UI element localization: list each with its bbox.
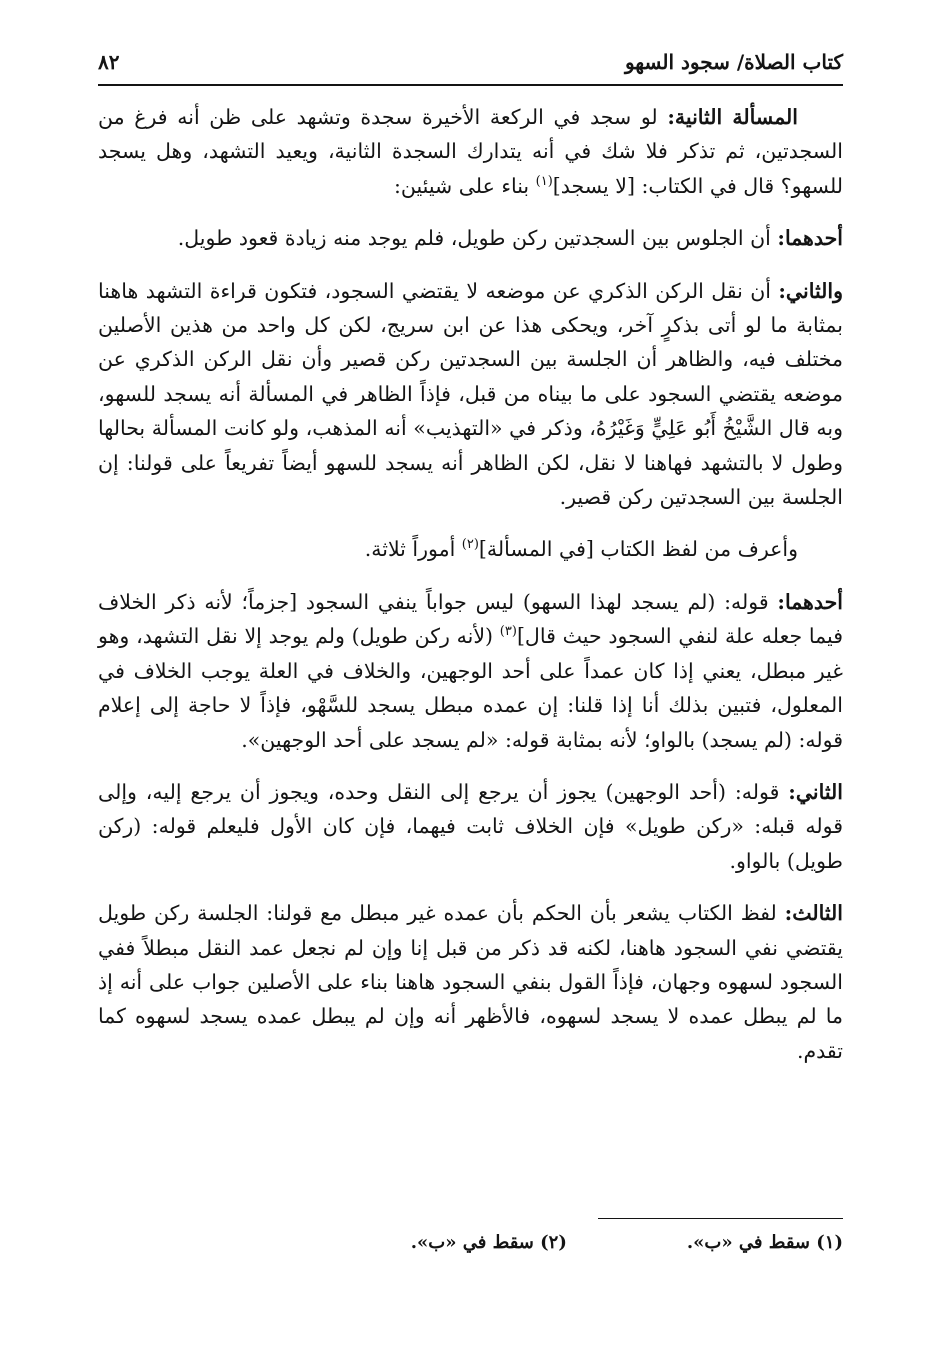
footnote-2: (٢) سقط في «ب». (410, 1232, 567, 1253)
paragraph-lead: الثاني: (788, 779, 843, 804)
paragraph-lead: أحدهما: (777, 226, 843, 251)
paragraph-lead: الثالث: (784, 901, 843, 926)
page-header (98, 42, 843, 82)
paragraph-first-point (98, 221, 843, 255)
header-rule (98, 84, 843, 86)
paragraph-three-matters (98, 532, 843, 566)
paragraph-text: أن الجلوس بين السجدتين ركن طويل، فلم يوجد منه زيادة قعود طويل. (177, 226, 778, 251)
page-number: ٨٢ (98, 50, 120, 74)
paragraph-second-issue (98, 100, 843, 203)
paragraph-text: (لأنه ركن طويل) ولم يوجد إلا نقل التشهد، وهو غير مبطل، يعني إذا كان عمداً على أحد الوجهين، والخلاف في العلة يوجب الخلاف في المعلول، فتبين بذلك أنا إذا قلنا: إن عمده مبطل يسجد للسَّهْو، فإذاً لا حاجة إلى إعلام قوله: (لم يسجد) بالواو؛ لأنه بمثابة قوله: «لم يسجد على أحد الوجهين». (98, 624, 843, 752)
paragraph-text: قوله: (أحد الوجهين) يجوز أن يرجع إلى النقل وحده، ويجوز أن يرجع إليه، وإلى قوله قبله: «ركن طويل» فإن الخلاف ثابت فيهما، فإن كان الأول فليعلم قوله: (ركن طويل) بالواو. (98, 779, 843, 873)
footnote-ref: (١) (535, 173, 553, 189)
footnote-1: (١) سقط في «ب». (686, 1232, 843, 1253)
paragraph-lead: والثاني: (778, 278, 843, 303)
paragraph-matter-two (98, 775, 843, 878)
paragraph-lead: أحدهما: (777, 589, 843, 614)
paragraph-text: أن نقل الركن الذكري عن موضعه لا يقتضي السجود، فتكون قراءة التشهد هاهنا بمثابة ما لو أتى بذكرٍ آخر، ويحكى هذا عن ابن سريج، لكن كل واحد من هذين الأصلين مختلف فيه، والظاهر أن الجلسة بين السجدتين ركن قصير وأن نقل الركن الذكري عن موضعه يقتضي السجود على ما بيناه من قبل، فإذاً الظاهر في المسألة أنه يسجد للسهو، وبه قال الشَّيْخُ أَبُو عَلِيٍّ وَغَيْرُهُ، وذكر في «التهذيب» أنه المذهب، ولو كانت المسألة بحالها وطول لا بالتشهد فهاهنا لا نقل، لكن الظاهر أنه يسجد للسهو أيضاً تفريعاً على قولنا: إن الجلسة بين السجدتين ركن قصير. (98, 278, 843, 510)
footnotes (98, 1232, 843, 1262)
footnote-ref: (٢) (461, 537, 479, 553)
paragraph-matter-three (98, 896, 843, 1068)
running-title: كتاب الصلاة/ سجود السهو (624, 50, 843, 74)
paragraph-second-point (98, 274, 843, 515)
paragraph-matter-one (98, 585, 843, 757)
paragraph-text: أموراً ثلاثة. (364, 537, 462, 562)
footnote-ref: (٣) (499, 624, 517, 640)
paragraph-lead: المسألة الثانية: (667, 105, 798, 129)
paragraph-text: لفظ الكتاب يشعر بأن الحكم بأن عمده غير مبطل مع قولنا: الجلسة ركن طويل يقتضي نفي السجود هاهنا، لكنه قد ذكر من قبل إنا وإن لم نجعل عمد النقل مبطلاً ففي السجود لسهوه وجهان، فإذاً القول بنفي السجود هاهنا بناء على الأصلين جواب على أنه إذ ما لم يبطل عمده لا يسجد لسهوه، فالأظهر أنه وإن لم يبطل عمده يسجد لسهوه كما تقدم. (98, 901, 843, 1063)
footnote-rule (598, 1218, 843, 1219)
paragraph-text: بناء على شيئين: (393, 173, 536, 198)
paragraph-text: وأعرف من لفظ الكتاب [في المسألة] (478, 537, 798, 562)
paragraph-text: قوله: (لم يسجد لهذا السهو) ليس جواباً ينفي السجود [جزماً؛ لأنه ذكر الخلاف فيما جعله علة لنفي السجود حيث قال] (98, 589, 844, 649)
body-text (98, 100, 843, 1086)
paragraph-text: لو سجد في الركعة الأخيرة سجدة وتشهد على ظن أنه فرغ من السجدتين، ثم تذكر فلا شك في أنه يتدارك السجدة الثانية، ويعيد التشهد، وهل يسجد للسهو؟ قال في الكتاب: [لا يسجد] (98, 105, 843, 198)
